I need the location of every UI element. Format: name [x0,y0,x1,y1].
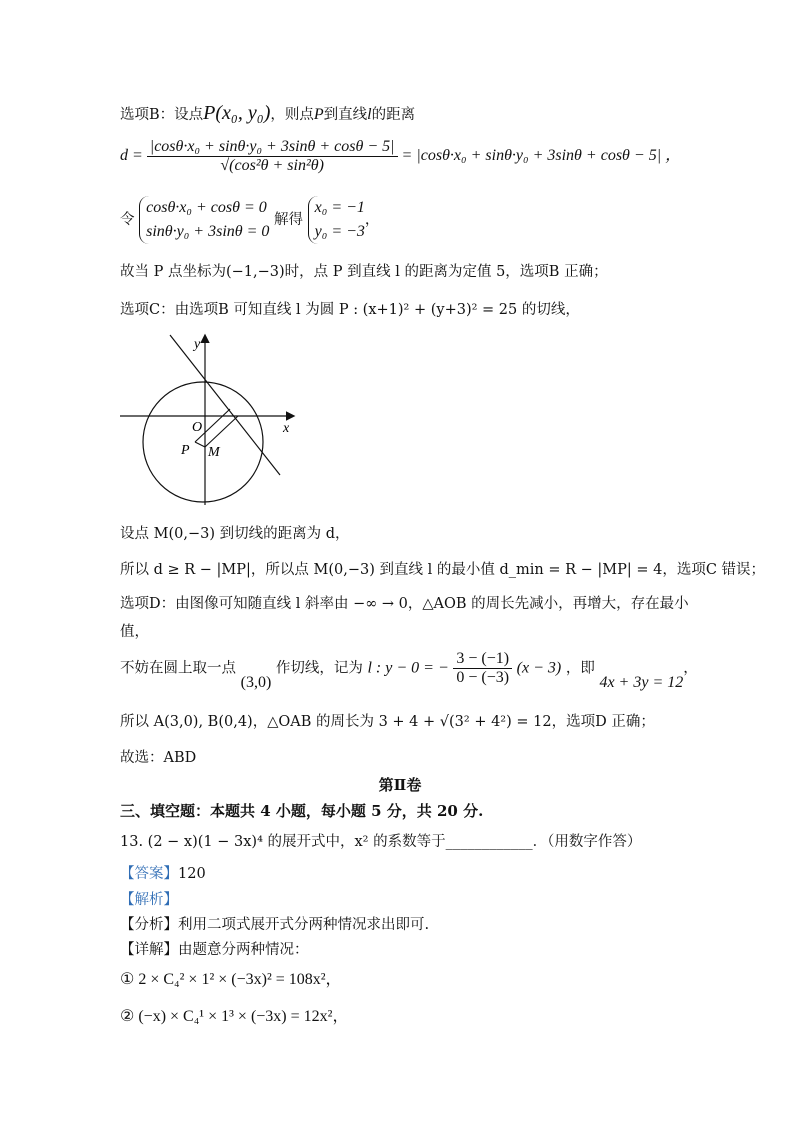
formula-rhs: = |cosθ·x₀ + sinθ·y₀ + 3sinθ + cosθ − 5| ， [401,147,682,165]
equation-left: l : y − 0 = − [367,659,449,677]
text: 到直线 [323,107,368,123]
dist-m-line: 设点 M(0,−3) 到切线的距离为 d， [120,526,350,542]
result: 4x + 3y = 12 [599,673,684,691]
text: 的距离 [371,107,416,123]
option-d-line1: 选项D：由图像可知随直线 l 斜率由 −∞ → 0，△AOB 的周长先减小，再增大，存在最小 [120,596,689,612]
var-p: P [313,106,324,123]
distance-fraction [147,138,398,175]
equation-right: (x − 3) [516,659,562,677]
y-axis-label: y [194,337,201,352]
answer-tag: 【答案】 [120,866,178,882]
segment-pm [195,442,205,447]
fraction-numerator: |cosθ·x₀ + sinθ·y₀ + 3sinθ + cosθ − 5| [147,138,398,157]
equation: cosθ·x₀ + cosθ = 0 [146,199,267,216]
x-axis-label: x [283,421,290,436]
fraction-denominator: 0 − (−3) [456,669,510,686]
analysis-tag: 【解析】 [120,892,178,908]
system-left [139,196,269,244]
xiangjie-line [120,938,309,959]
text: 选项B：设点 [120,107,204,123]
text: ，则点 [270,107,314,123]
point: (3,0) [240,673,272,691]
fenxi-line [120,913,429,934]
solution: x₀ = −1 [314,199,365,216]
text: 作切线，记为 [275,660,363,677]
var-l: l [367,106,372,123]
circle-tangent-figure [115,330,305,510]
origin-label: O [192,420,203,435]
segment-m-tangent [205,416,238,447]
option-d-line2: 值， [120,624,149,640]
conclusion-b: 故当 P 点坐标为(−1,−3)时，点 P 到直线 l 的距离为定值 5，选项B 正确； [120,264,608,280]
solution: y₀ = −3 [314,223,365,240]
point-p-label: P [181,443,190,458]
answer-value: 120 [178,866,206,882]
fraction-denominator: √(cos²θ + sin²θ) [220,157,324,174]
choice-line: 故选：ABD [120,750,197,766]
text: 令 [120,212,135,228]
option-c-line: 选项C：由选项B 可知直线 l 为圆 P : (x+1)² + (y+3)² = 25 的切线， [120,302,580,318]
formula-lhs: d = [120,147,143,165]
option-b-line [120,102,415,125]
text: 不妨在圆上取一点 [120,660,236,677]
slope-fraction [453,650,512,687]
tangent-equation [120,650,698,691]
equation-system [120,196,379,244]
section-heading: 三、填空题：本题共 4 小题，每小题 5 分，共 20 分. [120,802,484,820]
perimeter-line: 所以 A(3,0), B(0,4)，△OAB 的周长为 3 + 4 + √(3² + 4²) = 12，选项D 正确； [120,714,655,730]
distance-formula [120,138,681,175]
fraction-numerator: 3 − (−1) [453,650,512,669]
text: ， [364,212,380,228]
xiangjie-text: 由题意分两种情况： [178,942,309,958]
analysis-line [120,888,178,909]
point-p: P(x₀, y₀) [203,102,271,124]
xiangjie-tag: 【详解】 [120,942,178,958]
system-right [308,196,365,244]
text: ，即 [565,660,595,677]
circle-p [143,382,263,502]
point-m-label: M [208,445,220,460]
text: ， [683,660,698,677]
case-1: ① 2 × C₄² × 1² × (−3x)² = 108x²， [120,971,342,988]
min-d-line: 所以 d ≥ R − |MP|，所以点 M(0,−3) 到直线 l 的最小值 d_min = R − |MP| = 4，选项C 错误； [120,562,766,578]
equation: sinθ·y₀ + 3sinθ = 0 [146,223,270,240]
case-2: ② (−x) × C₄¹ × 1³ × (−3x) = 12x²， [120,1008,349,1025]
fenxi-text: 利用二项式展开式分两种情况求出即可. [178,917,430,933]
fenxi-tag: 【分析】 [120,917,178,933]
text: 解得 [274,212,304,228]
section-title: 第Ⅱ卷 [378,776,422,794]
question-13: 13. (2 − x)(1 − 3x)⁴ 的展开式中，x² 的系数等于____________．（用数字作答） [120,834,642,850]
answer-line [120,862,206,883]
